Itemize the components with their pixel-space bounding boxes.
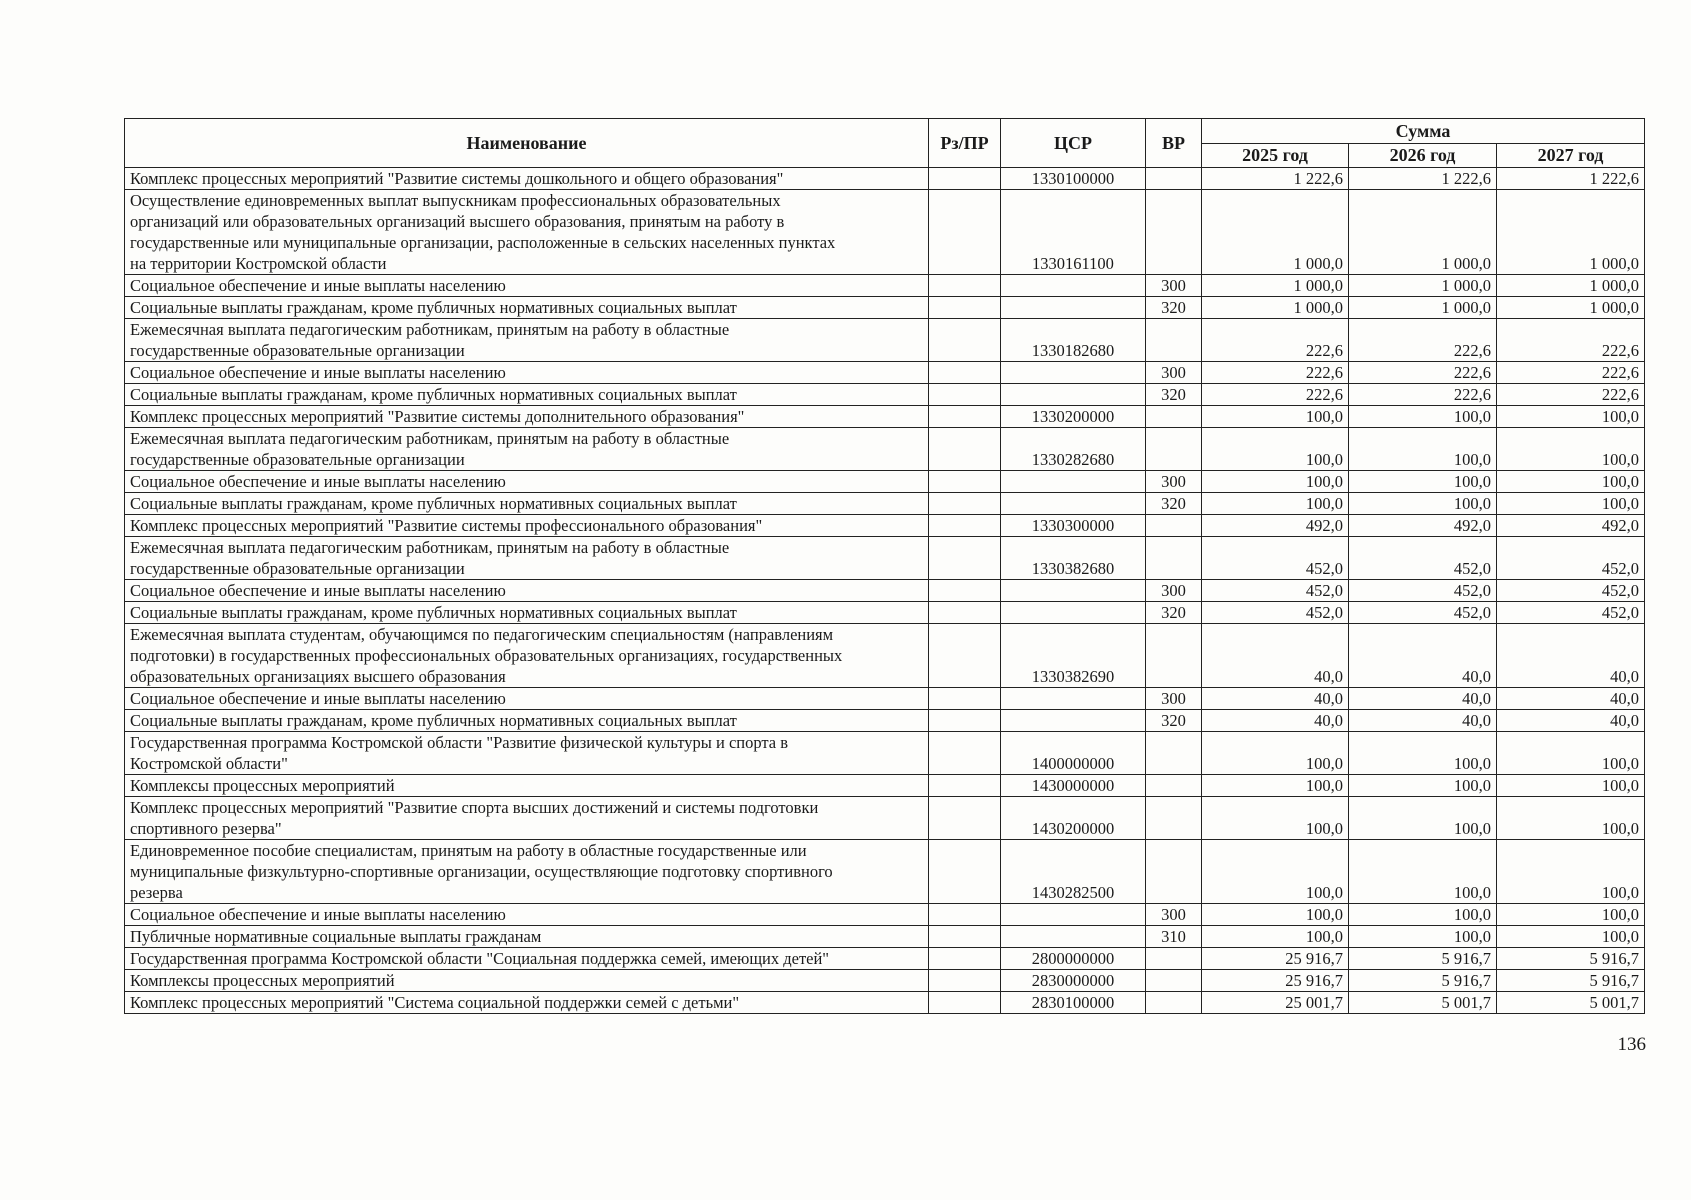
header-name: Наименование	[125, 119, 929, 168]
budget-sheet	[124, 118, 1644, 1014]
cell-csr	[1001, 471, 1146, 493]
cell-amount-2027: 1 000,0	[1497, 190, 1645, 275]
cell-csr: 1330382680	[1001, 537, 1146, 580]
cell-amount-2025: 452,0	[1202, 580, 1349, 602]
cell-csr	[1001, 602, 1146, 624]
cell-amount-2026: 100,0	[1349, 406, 1497, 428]
cell-amount-2025: 1 000,0	[1202, 190, 1349, 275]
cell-rz-pr	[929, 710, 1001, 732]
budget-table	[124, 118, 1645, 1014]
cell-vr	[1146, 168, 1202, 190]
table-row	[125, 406, 1645, 428]
cell-amount-2026: 222,6	[1349, 362, 1497, 384]
cell-csr	[1001, 904, 1146, 926]
table-row	[125, 384, 1645, 406]
cell-amount-2026: 100,0	[1349, 471, 1497, 493]
cell-vr	[1146, 624, 1202, 688]
cell-csr: 1330182680	[1001, 319, 1146, 362]
table-row	[125, 732, 1645, 775]
cell-name: Социальное обеспечение и иные выплаты населению	[125, 362, 929, 384]
table-row	[125, 168, 1645, 190]
table-row	[125, 710, 1645, 732]
cell-csr: 1430282500	[1001, 840, 1146, 904]
cell-rz-pr	[929, 926, 1001, 948]
cell-vr	[1146, 515, 1202, 537]
cell-rz-pr	[929, 406, 1001, 428]
cell-vr	[1146, 948, 1202, 970]
cell-amount-2026: 452,0	[1349, 537, 1497, 580]
cell-amount-2026: 100,0	[1349, 840, 1497, 904]
cell-amount-2026: 40,0	[1349, 710, 1497, 732]
header-row-top	[125, 119, 1645, 144]
cell-amount-2026: 100,0	[1349, 775, 1497, 797]
cell-amount-2027: 100,0	[1497, 904, 1645, 926]
cell-name: Комплексы процессных мероприятий	[125, 775, 929, 797]
cell-amount-2025: 100,0	[1202, 797, 1349, 840]
cell-amount-2027: 100,0	[1497, 493, 1645, 515]
cell-vr: 300	[1146, 275, 1202, 297]
cell-amount-2026: 100,0	[1349, 428, 1497, 471]
table-row	[125, 275, 1645, 297]
cell-amount-2027: 5 001,7	[1497, 992, 1645, 1014]
cell-vr	[1146, 537, 1202, 580]
cell-amount-2026: 492,0	[1349, 515, 1497, 537]
cell-name: Социальные выплаты гражданам, кроме публичных нормативных социальных выплат	[125, 710, 929, 732]
cell-amount-2025: 100,0	[1202, 471, 1349, 493]
cell-rz-pr	[929, 362, 1001, 384]
cell-amount-2026: 40,0	[1349, 688, 1497, 710]
cell-amount-2025: 452,0	[1202, 537, 1349, 580]
cell-csr	[1001, 688, 1146, 710]
header-vr: ВР	[1146, 119, 1202, 168]
cell-csr	[1001, 275, 1146, 297]
table-body	[125, 168, 1645, 1014]
cell-amount-2027: 452,0	[1497, 580, 1645, 602]
cell-csr	[1001, 297, 1146, 319]
cell-name: Социальное обеспечение и иные выплаты населению	[125, 275, 929, 297]
cell-amount-2025: 452,0	[1202, 602, 1349, 624]
cell-vr: 320	[1146, 297, 1202, 319]
cell-amount-2025: 40,0	[1202, 710, 1349, 732]
table-row	[125, 775, 1645, 797]
cell-amount-2026: 452,0	[1349, 580, 1497, 602]
cell-amount-2026: 100,0	[1349, 797, 1497, 840]
cell-amount-2027: 40,0	[1497, 710, 1645, 732]
cell-rz-pr	[929, 797, 1001, 840]
cell-amount-2027: 100,0	[1497, 732, 1645, 775]
cell-vr: 300	[1146, 688, 1202, 710]
cell-name: Комплекс процессных мероприятий "Система социальной поддержки семей с детьми"	[125, 992, 929, 1014]
cell-amount-2025: 100,0	[1202, 775, 1349, 797]
cell-csr: 1400000000	[1001, 732, 1146, 775]
cell-name: Комплекс процессных мероприятий "Развитие спорта высших достижений и системы подготовки спортивного резерва"	[125, 797, 929, 840]
cell-amount-2027: 100,0	[1497, 926, 1645, 948]
cell-rz-pr	[929, 688, 1001, 710]
table-row	[125, 840, 1645, 904]
table-row	[125, 797, 1645, 840]
cell-rz-pr	[929, 970, 1001, 992]
cell-name: Осуществление единовременных выплат выпускникам профессиональных образовательных организаций или образовательных организаций высшего образования, принятым на работу в государственные или муниципальные организации, расположенные в сельских населенных пунктах на территории Костромской области	[125, 190, 929, 275]
cell-amount-2025: 25 001,7	[1202, 992, 1349, 1014]
cell-amount-2027: 1 000,0	[1497, 275, 1645, 297]
cell-amount-2025: 100,0	[1202, 428, 1349, 471]
cell-amount-2026: 222,6	[1349, 384, 1497, 406]
cell-amount-2025: 40,0	[1202, 688, 1349, 710]
table-row	[125, 688, 1645, 710]
cell-csr: 1330200000	[1001, 406, 1146, 428]
cell-name: Ежемесячная выплата студентам, обучающимся по педагогическим специальностям (направлениям подготовки) в государственных профессиональных образовательных организациях, государственных образовательных организациях высшего образования	[125, 624, 929, 688]
cell-amount-2025: 222,6	[1202, 319, 1349, 362]
cell-amount-2025: 1 222,6	[1202, 168, 1349, 190]
cell-vr	[1146, 775, 1202, 797]
cell-amount-2025: 25 916,7	[1202, 948, 1349, 970]
cell-rz-pr	[929, 275, 1001, 297]
cell-amount-2027: 100,0	[1497, 428, 1645, 471]
cell-name: Комплекс процессных мероприятий "Развитие системы дополнительного образования"	[125, 406, 929, 428]
cell-amount-2026: 1 000,0	[1349, 275, 1497, 297]
cell-amount-2026: 100,0	[1349, 732, 1497, 775]
table-row	[125, 515, 1645, 537]
cell-csr: 1430000000	[1001, 775, 1146, 797]
cell-amount-2027: 222,6	[1497, 319, 1645, 362]
cell-rz-pr	[929, 992, 1001, 1014]
cell-csr: 1330100000	[1001, 168, 1146, 190]
cell-csr: 1330282680	[1001, 428, 1146, 471]
cell-rz-pr	[929, 297, 1001, 319]
cell-rz-pr	[929, 904, 1001, 926]
cell-name: Комплекс процессных мероприятий "Развитие системы дошкольного и общего образования"	[125, 168, 929, 190]
cell-amount-2026: 100,0	[1349, 904, 1497, 926]
cell-amount-2026: 5 916,7	[1349, 948, 1497, 970]
cell-vr: 300	[1146, 362, 1202, 384]
cell-amount-2025: 100,0	[1202, 840, 1349, 904]
cell-rz-pr	[929, 428, 1001, 471]
cell-vr: 320	[1146, 384, 1202, 406]
cell-name: Единовременное пособие специалистам, принятым на работу в областные государственные или муниципальные физкультурно-спортивные организации, осуществляющие подготовку спортивного резерва	[125, 840, 929, 904]
cell-name: Социальное обеспечение и иные выплаты населению	[125, 580, 929, 602]
cell-vr	[1146, 428, 1202, 471]
cell-rz-pr	[929, 580, 1001, 602]
cell-csr	[1001, 926, 1146, 948]
cell-vr: 320	[1146, 602, 1202, 624]
cell-vr	[1146, 840, 1202, 904]
cell-amount-2026: 1 000,0	[1349, 190, 1497, 275]
cell-rz-pr	[929, 624, 1001, 688]
cell-csr	[1001, 493, 1146, 515]
table-row	[125, 537, 1645, 580]
cell-csr	[1001, 384, 1146, 406]
cell-csr: 2830000000	[1001, 970, 1146, 992]
cell-csr: 1430200000	[1001, 797, 1146, 840]
cell-vr: 310	[1146, 926, 1202, 948]
cell-amount-2026: 1 222,6	[1349, 168, 1497, 190]
cell-vr: 300	[1146, 471, 1202, 493]
cell-amount-2027: 100,0	[1497, 840, 1645, 904]
cell-rz-pr	[929, 384, 1001, 406]
cell-amount-2025: 222,6	[1202, 384, 1349, 406]
header-year-2027: 2027 год	[1497, 144, 1645, 168]
table-row	[125, 948, 1645, 970]
table-row	[125, 624, 1645, 688]
cell-amount-2025: 492,0	[1202, 515, 1349, 537]
cell-amount-2025: 100,0	[1202, 406, 1349, 428]
cell-csr	[1001, 580, 1146, 602]
cell-csr: 1330300000	[1001, 515, 1146, 537]
cell-name: Публичные нормативные социальные выплаты гражданам	[125, 926, 929, 948]
cell-amount-2027: 40,0	[1497, 688, 1645, 710]
cell-amount-2025: 1 000,0	[1202, 275, 1349, 297]
cell-name: Социальное обеспечение и иные выплаты населению	[125, 688, 929, 710]
cell-rz-pr	[929, 493, 1001, 515]
cell-amount-2027: 40,0	[1497, 624, 1645, 688]
header-sum: Сумма	[1202, 119, 1645, 144]
cell-name: Ежемесячная выплата педагогическим работникам, принятым на работу в областные государственные образовательные организации	[125, 428, 929, 471]
table-row	[125, 904, 1645, 926]
table-row	[125, 970, 1645, 992]
table-row	[125, 992, 1645, 1014]
cell-amount-2026: 40,0	[1349, 624, 1497, 688]
cell-rz-pr	[929, 515, 1001, 537]
cell-vr	[1146, 992, 1202, 1014]
header-csr: ЦСР	[1001, 119, 1146, 168]
cell-vr	[1146, 797, 1202, 840]
cell-amount-2027: 100,0	[1497, 775, 1645, 797]
cell-amount-2025: 100,0	[1202, 904, 1349, 926]
cell-csr: 1330161100	[1001, 190, 1146, 275]
cell-amount-2025: 100,0	[1202, 493, 1349, 515]
cell-rz-pr	[929, 602, 1001, 624]
cell-amount-2026: 5 916,7	[1349, 970, 1497, 992]
table-row	[125, 493, 1645, 515]
cell-vr	[1146, 319, 1202, 362]
cell-name: Ежемесячная выплата педагогическим работникам, принятым на работу в областные государственные образовательные организации	[125, 537, 929, 580]
cell-name: Комплекс процессных мероприятий "Развитие системы профессионального образования"	[125, 515, 929, 537]
cell-vr	[1146, 732, 1202, 775]
cell-amount-2026: 222,6	[1349, 319, 1497, 362]
cell-amount-2027: 452,0	[1497, 602, 1645, 624]
cell-name: Ежемесячная выплата педагогическим работникам, принятым на работу в областные государственные образовательные организации	[125, 319, 929, 362]
cell-amount-2027: 492,0	[1497, 515, 1645, 537]
cell-amount-2025: 222,6	[1202, 362, 1349, 384]
cell-amount-2025: 100,0	[1202, 926, 1349, 948]
cell-rz-pr	[929, 190, 1001, 275]
cell-rz-pr	[929, 537, 1001, 580]
cell-amount-2025: 25 916,7	[1202, 970, 1349, 992]
cell-amount-2027: 452,0	[1497, 537, 1645, 580]
cell-csr	[1001, 362, 1146, 384]
cell-name: Комплексы процессных мероприятий	[125, 970, 929, 992]
cell-amount-2025: 40,0	[1202, 624, 1349, 688]
cell-vr: 320	[1146, 493, 1202, 515]
cell-amount-2026: 5 001,7	[1349, 992, 1497, 1014]
cell-vr: 300	[1146, 580, 1202, 602]
table-row	[125, 471, 1645, 493]
cell-vr	[1146, 970, 1202, 992]
cell-name: Социальные выплаты гражданам, кроме публичных нормативных социальных выплат	[125, 493, 929, 515]
cell-csr: 2800000000	[1001, 948, 1146, 970]
cell-amount-2027: 100,0	[1497, 406, 1645, 428]
cell-amount-2027: 5 916,7	[1497, 948, 1645, 970]
header-year-2026: 2026 год	[1349, 144, 1497, 168]
cell-name: Государственная программа Костромской области "Социальная поддержка семей, имеющих детей"	[125, 948, 929, 970]
cell-name: Социальные выплаты гражданам, кроме публичных нормативных социальных выплат	[125, 384, 929, 406]
table-row	[125, 580, 1645, 602]
cell-rz-pr	[929, 840, 1001, 904]
table-row	[125, 297, 1645, 319]
cell-amount-2027: 1 000,0	[1497, 297, 1645, 319]
cell-amount-2025: 100,0	[1202, 732, 1349, 775]
table-row	[125, 319, 1645, 362]
cell-amount-2027: 100,0	[1497, 797, 1645, 840]
cell-name: Социальное обеспечение и иные выплаты населению	[125, 471, 929, 493]
table-row	[125, 602, 1645, 624]
cell-rz-pr	[929, 948, 1001, 970]
cell-vr	[1146, 190, 1202, 275]
cell-rz-pr	[929, 168, 1001, 190]
table-row	[125, 926, 1645, 948]
cell-amount-2026: 1 000,0	[1349, 297, 1497, 319]
cell-amount-2027: 1 222,6	[1497, 168, 1645, 190]
header-rz-pr: Рз/ПР	[929, 119, 1001, 168]
cell-name: Социальное обеспечение и иные выплаты населению	[125, 904, 929, 926]
cell-name: Социальные выплаты гражданам, кроме публичных нормативных социальных выплат	[125, 297, 929, 319]
header-year-2025: 2025 год	[1202, 144, 1349, 168]
cell-amount-2026: 452,0	[1349, 602, 1497, 624]
cell-amount-2027: 222,6	[1497, 384, 1645, 406]
cell-vr	[1146, 406, 1202, 428]
table-row	[125, 190, 1645, 275]
cell-vr: 300	[1146, 904, 1202, 926]
page-number: 136	[1617, 1034, 1646, 1055]
cell-rz-pr	[929, 319, 1001, 362]
table-row	[125, 362, 1645, 384]
cell-rz-pr	[929, 775, 1001, 797]
cell-amount-2027: 5 916,7	[1497, 970, 1645, 992]
cell-amount-2027: 100,0	[1497, 471, 1645, 493]
cell-rz-pr	[929, 732, 1001, 775]
cell-vr: 320	[1146, 710, 1202, 732]
cell-csr: 1330382690	[1001, 624, 1146, 688]
cell-amount-2026: 100,0	[1349, 926, 1497, 948]
cell-rz-pr	[929, 471, 1001, 493]
table-row	[125, 428, 1645, 471]
cell-csr: 2830100000	[1001, 992, 1146, 1014]
cell-amount-2027: 222,6	[1497, 362, 1645, 384]
cell-name: Социальные выплаты гражданам, кроме публичных нормативных социальных выплат	[125, 602, 929, 624]
cell-amount-2025: 1 000,0	[1202, 297, 1349, 319]
cell-csr	[1001, 710, 1146, 732]
cell-name: Государственная программа Костромской области "Развитие физической культуры и спорта в Костромской области"	[125, 732, 929, 775]
cell-amount-2026: 100,0	[1349, 493, 1497, 515]
